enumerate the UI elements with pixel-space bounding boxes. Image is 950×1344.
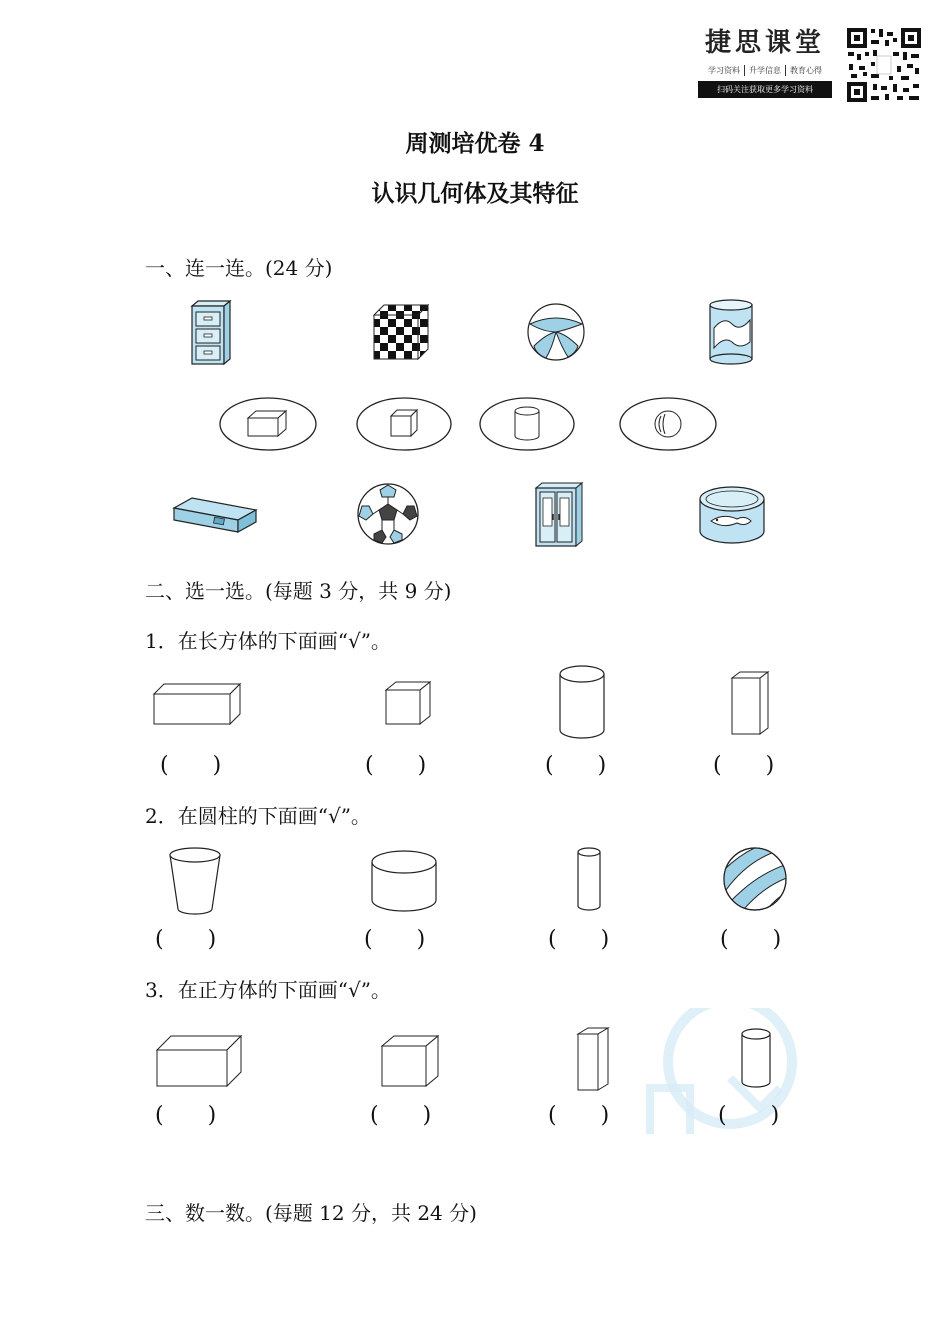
q2-thin-cylinder-option — [576, 846, 602, 912]
brand-block — [690, 22, 840, 98]
file-cabinet-icon — [186, 300, 236, 366]
brand-name: 捷思课堂 — [704, 28, 825, 58]
q2-cup-option — [166, 845, 224, 915]
brand-tag: 升学信息 — [745, 65, 786, 76]
answer-paren[interactable]: ( ) — [548, 927, 610, 952]
qr-code-icon[interactable] — [845, 26, 923, 104]
brand-tags — [690, 65, 840, 76]
question-text: 1．在长方体的下面画“√”。 — [145, 629, 391, 653]
section-heading: 三、数一数。(每题 12 分，共 24 分) — [145, 1201, 477, 1225]
q3-tall-cuboid-option — [576, 1026, 610, 1092]
cube-shape[interactable] — [355, 396, 453, 452]
q2-striped-ball-option — [722, 846, 788, 912]
q1-cuboid-option — [152, 682, 244, 726]
answer-paren[interactable]: ( ) — [713, 753, 775, 778]
q1-tall-cuboid-option — [730, 670, 770, 736]
fish-tin-icon — [697, 485, 767, 547]
page-subtitle: 认识几何体及其特征 — [371, 180, 579, 207]
answer-paren[interactable]: ( ) — [548, 1103, 610, 1128]
question-text: 2．在圆柱的下面画“√”。 — [145, 804, 371, 828]
answer-paren[interactable]: ( ) — [155, 927, 217, 952]
can-icon — [706, 298, 756, 366]
checkered-cube-icon — [372, 303, 430, 361]
answer-paren[interactable]: ( ) — [364, 927, 426, 952]
question-text: 3．在正方体的下面画“√”。 — [145, 978, 391, 1002]
page-title: 周测培优卷 4 — [405, 130, 545, 157]
answer-paren[interactable]: ( ) — [545, 753, 607, 778]
answer-paren[interactable]: ( ) — [718, 1103, 780, 1128]
soccer-ball-icon — [356, 482, 420, 546]
beach-ball-icon — [526, 302, 586, 362]
section-heading: 二、选一选。(每题 3 分，共 9 分) — [145, 579, 452, 603]
brand-tag: 教育心得 — [790, 66, 822, 75]
q3-cuboid-option — [155, 1034, 243, 1088]
answer-paren[interactable]: ( ) — [365, 753, 427, 778]
q3-cylinder-option — [740, 1026, 772, 1090]
watermark-logo — [610, 1008, 810, 1134]
answer-paren[interactable]: ( ) — [155, 1103, 217, 1128]
section-heading: 一、连一连。(24 分) — [145, 256, 333, 280]
q2-short-cylinder-option — [370, 848, 438, 914]
cylinder-shape[interactable] — [478, 396, 576, 452]
answer-paren[interactable]: ( ) — [720, 927, 782, 952]
brand-bar: 扫码关注获取更多学习资料 — [698, 81, 832, 98]
answer-paren[interactable]: ( ) — [160, 753, 222, 778]
q3-cube-option — [380, 1034, 440, 1088]
q1-cylinder-option — [558, 664, 606, 740]
pencil-box-icon — [170, 494, 260, 536]
sphere-shape[interactable] — [618, 396, 718, 452]
cuboid-shape[interactable] — [218, 396, 318, 452]
wardrobe-icon — [532, 480, 584, 550]
brand-tag: 学习资料 — [704, 65, 745, 76]
q1-cube-option — [384, 680, 432, 726]
answer-paren[interactable]: ( ) — [370, 1103, 432, 1128]
